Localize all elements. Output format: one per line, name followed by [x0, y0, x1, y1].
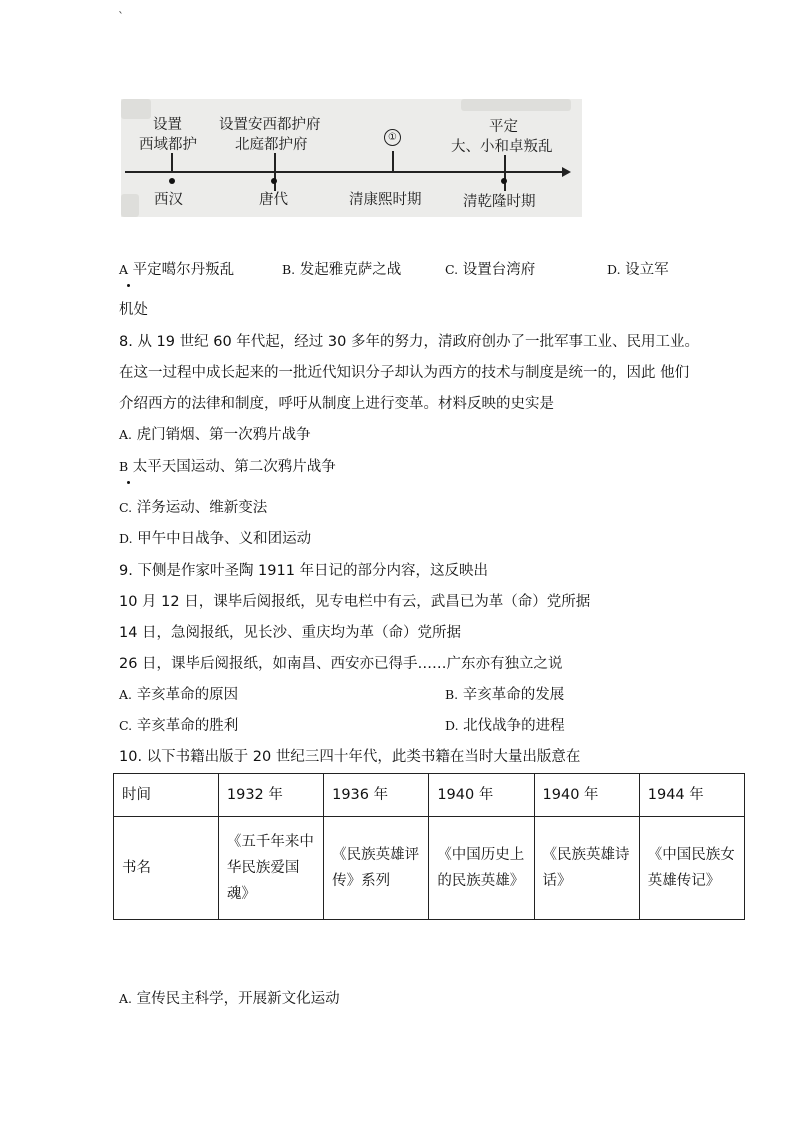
- emphasis-dot: [127, 481, 130, 484]
- event-2-stem: [274, 153, 276, 191]
- q7-option-d-letter: D.: [607, 262, 621, 277]
- q7-option-d-continued: 机处: [119, 302, 148, 318]
- q9-stem: 9. 下侧是作家叶圣陶 1911 年日记的部分内容，这反映出: [119, 563, 489, 579]
- event-1-stem: [171, 153, 173, 171]
- scan-smudge: [121, 194, 139, 217]
- timeline-figure: [121, 99, 582, 217]
- q7-option-b-letter: B.: [282, 262, 296, 277]
- q7-option-a-letter: A: [119, 262, 129, 277]
- year-cell: 1940 年: [534, 774, 639, 817]
- q9-option-a: [119, 685, 238, 705]
- q9-option-d-text: 北伐战争的进程: [463, 718, 565, 734]
- book-title-line: 《中国民族女: [647, 847, 735, 863]
- event-2-dot: [271, 178, 277, 184]
- q9-option-c-letter: C.: [119, 718, 133, 733]
- q8-option-b-text: 太平天国运动、第二次鸦片战争: [132, 459, 336, 475]
- table-row-titles: [114, 817, 745, 920]
- event-4-top: 平定: [489, 119, 518, 135]
- q10-option-a-text: 宣传民主科学，开展新文化运动: [136, 991, 340, 1007]
- q7-option-a: [119, 260, 234, 280]
- year-cell: 1932 年: [218, 774, 323, 817]
- q8-option-a-letter: A.: [119, 427, 133, 442]
- q8-option-b: [119, 457, 336, 477]
- q8-option-d-text: 甲午中日战争、义和团运动: [137, 531, 312, 547]
- event-3-period: 清康熙时期: [349, 192, 422, 208]
- book-title-line: 传》系列: [332, 873, 391, 889]
- timeline-axis: [125, 171, 565, 173]
- event-1-top: 设置: [153, 117, 182, 133]
- q10-stem: 10. 以下书籍出版于 20 世纪三四十年代，此类书籍在当时大量出版意在: [119, 749, 581, 765]
- scan-smudge: [121, 99, 151, 119]
- q9-option-b-letter: B.: [445, 687, 459, 702]
- emphasis-dot: [127, 284, 130, 287]
- q8-option-b-letter: B: [119, 459, 129, 474]
- event-2-top: 设置安西都护府: [219, 117, 321, 133]
- book-title-line: 话》: [542, 873, 572, 889]
- timeline-arrow: [562, 167, 571, 177]
- q9-option-d-letter: D.: [445, 718, 459, 733]
- q8-stem-line-2: 在这一过程中成长起来的一批近代知识分子却认为西方的技术与制度是统一的，因此 他们: [119, 365, 690, 381]
- book-title-cell: [534, 817, 639, 920]
- q9-option-a-text: 辛亥革命的原因: [136, 687, 239, 703]
- q9-diary-line-2: 14 日，急阅报纸，见长沙、重庆均为革（命）党所据: [119, 625, 462, 641]
- event-1-period: 西汉: [154, 192, 183, 208]
- q9-option-c: [119, 716, 238, 736]
- q9-option-a-letter: A.: [119, 687, 133, 702]
- q7-option-d: [607, 260, 669, 280]
- event-3-marker: ①: [384, 129, 401, 146]
- book-title-cell: [429, 817, 534, 920]
- event-2-period: 唐代: [259, 192, 288, 208]
- table-row-years: [114, 774, 745, 817]
- event-4-period: 清乾隆时期: [463, 194, 536, 210]
- year-cell: 1940 年: [429, 774, 534, 817]
- book-title-line: 华民族爱国魂》: [226, 860, 300, 902]
- year-cell: 1944 年: [639, 774, 744, 817]
- q9-diary-line-3: 26 日，课毕后阅报纸，如南昌、西安亦已得手……广东亦有独立之说: [119, 656, 563, 672]
- book-title-line: 《五千年来中: [226, 834, 314, 850]
- q9-diary-line-1: 10 月 12 日，课毕后阅报纸，见专电栏中有云，武昌已为革（命）党所据: [119, 594, 591, 610]
- event-1-bottom: 西域都护: [139, 137, 197, 153]
- book-title-line: 的民族英雄》: [437, 873, 525, 889]
- q8-option-a: [119, 425, 311, 445]
- q8-stem-line-3: 介绍西方的法律和制度，呼吁从制度上进行变革。材料反映的史实是: [119, 396, 554, 412]
- book-title-cell: [218, 817, 323, 920]
- q7-option-a-text: 平定噶尔丹叛乱: [132, 262, 235, 278]
- row-label-title: 书名: [114, 817, 219, 920]
- event-3-stem: [392, 151, 394, 171]
- event-4-bottom: 大、小和卓叛乱: [451, 139, 553, 155]
- row-label-time: 时间: [114, 774, 219, 817]
- books-table: [113, 773, 745, 920]
- book-title-line: 英雄传记》: [647, 873, 721, 889]
- q8-option-c-text: 洋务运动、维新变法: [136, 500, 268, 516]
- q8-option-d-letter: D.: [119, 531, 133, 546]
- q10-option-a: [119, 989, 340, 1009]
- book-title-line: 《民族英雄评: [332, 847, 420, 863]
- book-title-line: 《民族英雄诗: [542, 847, 630, 863]
- book-title-cell: [639, 817, 744, 920]
- corner-mark: `: [118, 10, 124, 24]
- q7-option-d-text: 设立军: [625, 262, 669, 278]
- q9-option-d: [445, 716, 565, 736]
- q8-option-c-letter: C.: [119, 500, 133, 515]
- book-title-cell: [324, 817, 429, 920]
- scan-smudge: [461, 99, 571, 111]
- q8-option-a-text: 虎门销烟、第一次鸦片战争: [136, 427, 311, 443]
- q9-option-b-text: 辛亥革命的发展: [462, 687, 565, 703]
- q8-stem-line-1: 8. 从 19 世纪 60 年代起，经过 30 多年的努力，清政府创办了一批军事工业、民用工业。: [119, 334, 699, 350]
- q7-option-b: [282, 260, 401, 280]
- year-cell: 1936 年: [324, 774, 429, 817]
- q8-option-c: [119, 498, 267, 518]
- q7-option-b-text: 发起雅克萨之战: [299, 262, 402, 278]
- q9-option-c-text: 辛亥革命的胜利: [136, 718, 239, 734]
- q7-option-c: [445, 260, 535, 280]
- book-title-line: 《中国历史上: [437, 847, 525, 863]
- q8-option-d: [119, 529, 311, 549]
- q7-option-c-text: 设置台湾府: [462, 262, 536, 278]
- q10-option-a-letter: A.: [119, 991, 133, 1006]
- event-1-dot: [169, 178, 175, 184]
- q7-option-c-letter: C.: [445, 262, 459, 277]
- event-4-stem: [504, 155, 506, 191]
- event-2-bottom: 北庭都护府: [235, 137, 308, 153]
- q9-option-b: [445, 685, 564, 705]
- event-4-dot: [501, 178, 507, 184]
